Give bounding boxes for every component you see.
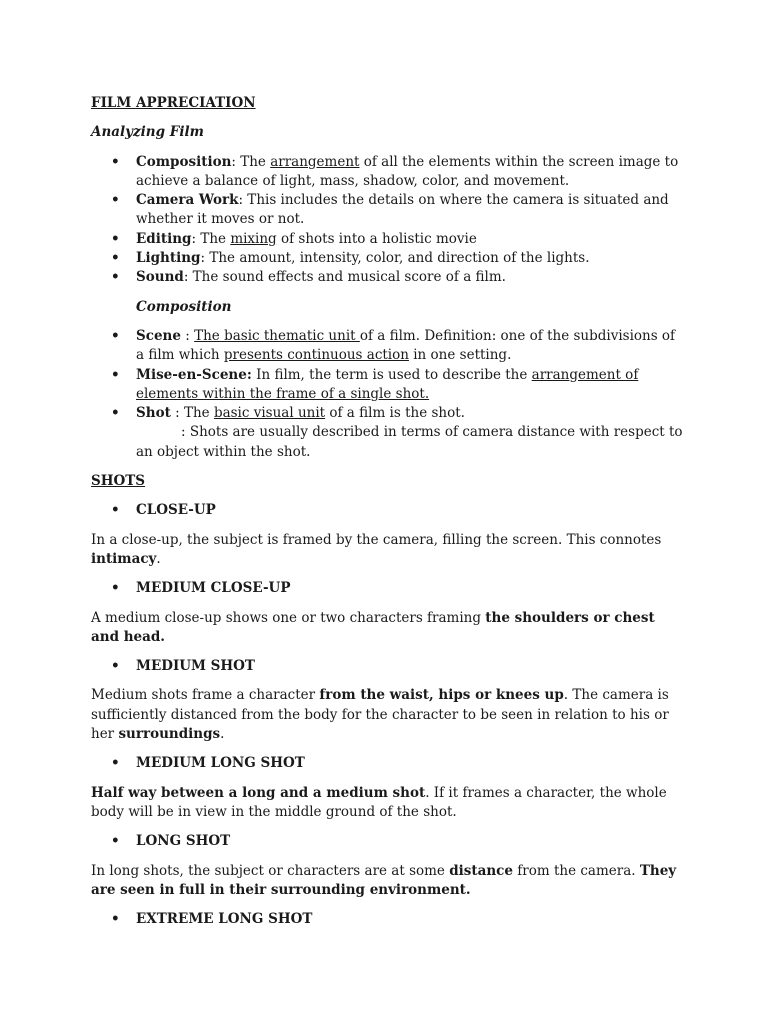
- shot-type-heading: MEDIUM SHOT: [136, 658, 255, 675]
- list-item-camera-work: [91, 191, 683, 230]
- bold-text: intimacy: [91, 550, 157, 567]
- paragraph-close-up: [91, 531, 683, 570]
- term-shot: Shot: [136, 405, 171, 422]
- definition-text: of shots into a holistic movie: [276, 230, 477, 247]
- shot-type-long-shot: [91, 832, 683, 851]
- definition-text: : The amount, intensity, color, and direction of the lights.: [200, 250, 590, 267]
- bold-text: distance: [449, 862, 513, 879]
- list-item-sound: [91, 268, 683, 287]
- shot-type-medium-shot: [91, 657, 683, 676]
- paragraph-text: from the camera.: [513, 862, 640, 879]
- definition-text: of a film is the shot.: [325, 405, 465, 422]
- paragraph-long-shot: [91, 862, 683, 901]
- paragraph-text: . If it frames a character, the whole body will be in view in the middle ground of the shot.: [91, 784, 667, 820]
- list-item-mise-en-scene: [91, 366, 683, 405]
- term-lighting: Lighting: [136, 250, 201, 267]
- definition-text: In film, the term is used to describe the: [251, 366, 532, 383]
- definition-text: of all the elements within the screen image to achieve a balance of light, mass, shadow, color, and movement.: [136, 153, 679, 189]
- list-item-shot-type: [91, 579, 683, 598]
- list-item-shot: [91, 404, 683, 462]
- bold-text: from the waist, hips or knees up: [319, 687, 564, 704]
- shot-type-medium-long-shot: [91, 754, 683, 773]
- definition-text: in one setting.: [408, 347, 512, 364]
- document-page: [91, 94, 683, 939]
- bold-text: Half way between a long and a medium shot: [91, 784, 426, 801]
- paragraph-text: . The camera is sufficiently distanced from the body for the character to be seen in relation to his or her: [91, 687, 669, 743]
- shots-heading: SHOTS: [91, 473, 146, 490]
- document-title: FILM APPRECIATION: [91, 95, 256, 111]
- list-item-shot-type: [91, 754, 683, 773]
- shot-type-extreme-long-shot: [91, 910, 683, 929]
- underlined-term: The basic thematic unit: [194, 327, 360, 344]
- definition-text: : The sound effects and musical score of a film.: [183, 269, 506, 286]
- term-sound: Sound: [136, 269, 184, 286]
- list-item-editing: [91, 230, 683, 249]
- term-mise-en-scene: Mise-en-Scene:: [136, 366, 252, 383]
- shot-type-heading: CLOSE-UP: [136, 502, 216, 519]
- shot-type-heading: MEDIUM CLOSE-UP: [136, 580, 291, 597]
- bold-text: surroundings: [118, 726, 221, 743]
- term-scene: Scene: [136, 327, 181, 344]
- list-item-scene: [91, 327, 683, 366]
- definition-text: : The: [191, 230, 231, 247]
- underlined-term: mixing: [230, 230, 277, 247]
- shot-type-heading: LONG SHOT: [136, 833, 231, 850]
- paragraph-text: A medium close-up shows one or two characters framing: [91, 609, 486, 626]
- list-item-shot-type: [91, 832, 683, 851]
- definition-text: : This includes the details on where the camera is situated and whether it moves or not.: [136, 192, 669, 228]
- underlined-term: arrangement of elements within the frame of a single shot.: [136, 366, 639, 402]
- underlined-term: arrangement: [270, 153, 360, 170]
- paragraph-text: .: [156, 550, 161, 567]
- paragraph-medium-close-up: [91, 609, 683, 648]
- underlined-term: basic visual unit: [213, 405, 326, 422]
- paragraph-text: Medium shots frame a character: [91, 687, 320, 704]
- shot-type-close-up: [91, 501, 683, 520]
- underlined-term: presents continuous action: [223, 347, 409, 364]
- bold-text: the shoulders or chest and head.: [91, 609, 655, 645]
- list-item-shot-type: [91, 910, 683, 929]
- list-item-shot-type: [91, 657, 683, 676]
- paragraph-medium-long-shot: [91, 784, 683, 823]
- bold-text: They are seen in full in their surrounding environment.: [91, 862, 677, 898]
- paragraph-text: .: [220, 726, 225, 743]
- analyzing-film-list: [91, 153, 683, 288]
- shot-type-medium-close-up: [91, 579, 683, 598]
- separator-text: :: [180, 327, 195, 344]
- paragraph-text: In long shots, the subject or characters are at some: [91, 862, 450, 879]
- shot-type-heading: MEDIUM LONG SHOT: [136, 755, 305, 772]
- section-subtitle-composition: Composition: [136, 298, 232, 315]
- section-subtitle-analyzing-film: Analyzing Film: [91, 124, 204, 141]
- list-item-lighting: [91, 249, 683, 268]
- term-composition: Composition: [136, 153, 232, 170]
- paragraph-medium-shot: [91, 686, 683, 744]
- term-camera-work: Camera Work: [136, 192, 239, 209]
- definition-text: : The: [170, 405, 214, 422]
- shot-type-heading: EXTREME LONG SHOT: [136, 911, 313, 928]
- list-item-shot-type: [91, 501, 683, 520]
- composition-list: [91, 327, 683, 462]
- paragraph-text: In a close-up, the subject is framed by the camera, filling the screen. This connotes: [91, 531, 662, 548]
- definition-text-continued: : Shots are usually described in terms of camera distance with respect to an object within the shot.: [136, 424, 683, 460]
- list-item-composition: [91, 153, 683, 192]
- term-editing: Editing: [136, 230, 192, 247]
- definition-text: : The: [231, 153, 271, 170]
- definition-text: of a film. Definition: one of the subdivisions of a film which: [136, 327, 676, 364]
